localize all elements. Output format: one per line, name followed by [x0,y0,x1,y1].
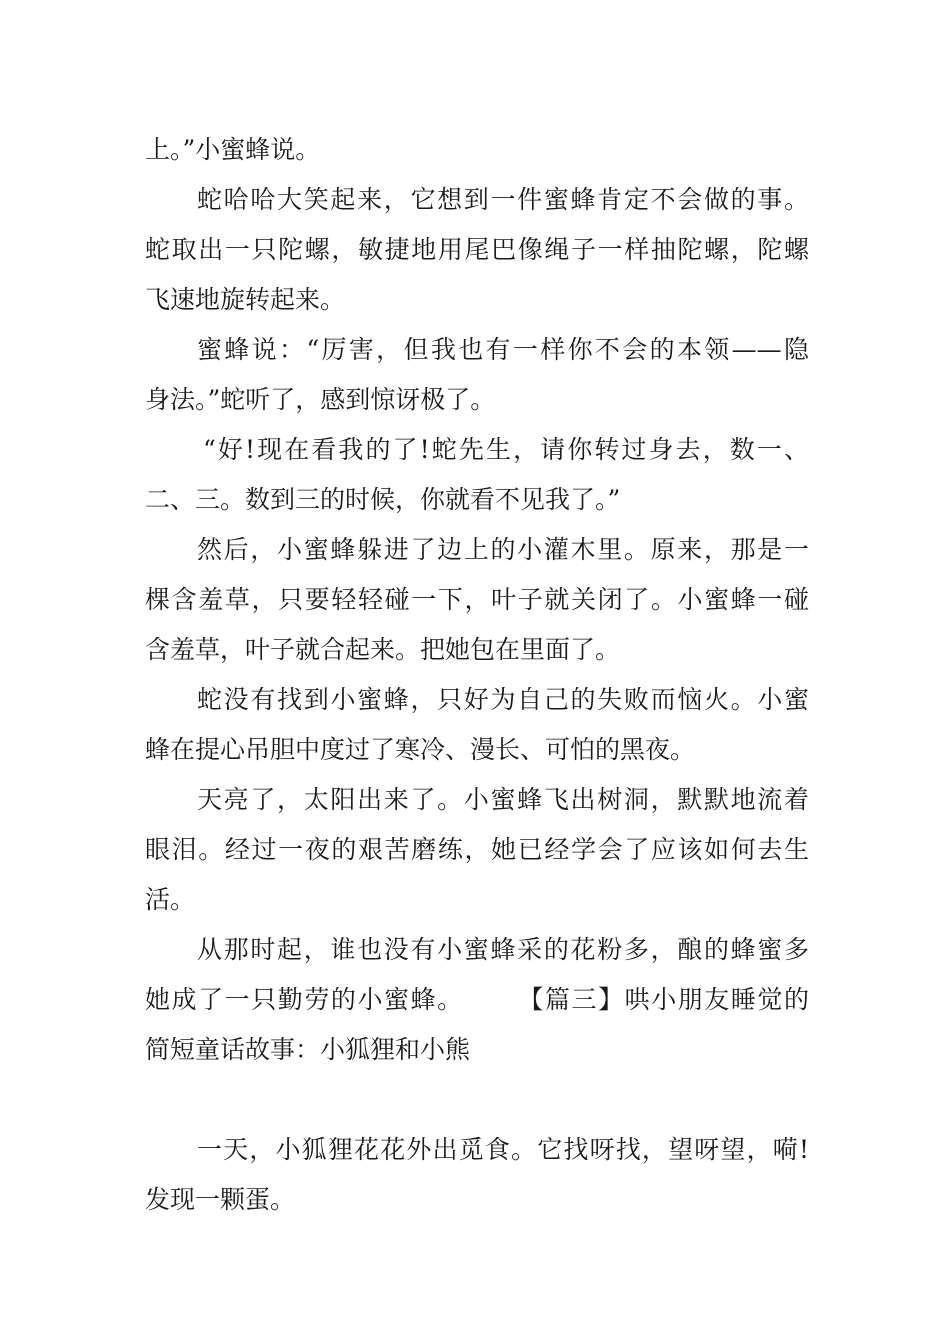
text-line: 蛇没有找到小蜜蜂，只好为自己的失败而恼火。小蜜 [197,685,809,714]
text-line: 棵含羞草，只要轻轻碰一下，叶子就关闭了。小蜜蜂一碰 [145,585,809,614]
section-heading-line: 她成了一只勤劳的小蜜蜂。 【篇三】哄小朋友睡觉的 [145,985,809,1014]
text-line: 蛇取出一只陀螺，敏捷地用尾巴像绳子一样抽陀螺，陀螺 [145,235,809,264]
text-line: 天亮了，太阳出来了。小蜜蜂飞出树洞，默默地流着 [197,785,809,814]
text-line: 一天，小狐狸花花外出觅食。它找呀找，望呀望，嗬! [197,1135,809,1164]
text-line: 含羞草，叶子就合起来。把她包在里面了。 [145,635,621,664]
text-line: 上。”小蜜蜂说。 [145,135,321,164]
text-line: 蜂在提心吊胆中度过了寒冷、漫长、可怕的黑夜。 [145,735,696,764]
text-line: 眼泪。经过一夜的艰苦磨练，她已经学会了应该如何去生 [145,835,809,864]
section-heading-line: 简短童话故事：小狐狸和小熊 [145,1035,471,1064]
text-line: 身法。”蛇听了，感到惊讶极了。 [145,385,496,414]
text-line: 从那时起，谁也没有小蜜蜂采的花粉多，酿的蜂蜜多 [197,935,809,964]
text-line: 活。 [145,885,196,914]
text-line: 飞速地旋转起来。 [145,285,346,314]
text-line: 蜜蜂说：“厉害，但我也有一样你不会的本领——隐 [197,335,809,364]
text-line: 然后，小蜜蜂躲进了边上的小灌木里。原来，那是一 [197,535,809,564]
text-line: “好!现在看我的了!蛇先生，请你转过身去，数一、 [203,435,809,464]
text-line: 蛇哈哈大笑起来，它想到一件蜜蜂肯定不会做的事。 [197,185,809,214]
text-line: 二、三。数到三的时候，你就看不见我了。” [145,485,621,514]
text-line: 发现一颗蛋。 [145,1185,296,1214]
